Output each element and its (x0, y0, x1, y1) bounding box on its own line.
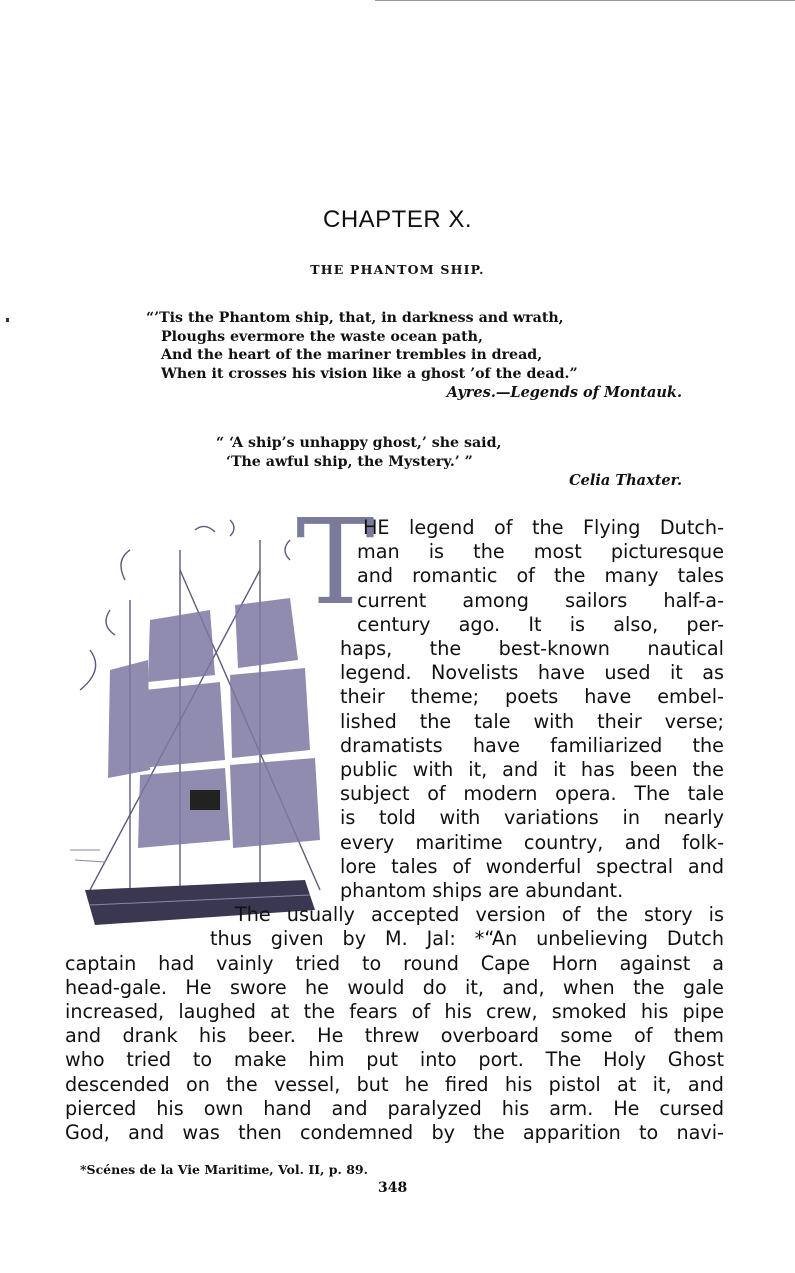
epigraph-2-attribution: Celia Thaxter. (569, 472, 682, 489)
body-line: phantom ships are abundant. (340, 879, 624, 902)
chapter-title: CHAPTER X. (322, 206, 473, 233)
chapter-subtitle: THE PHANTOM SHIP. (310, 262, 485, 277)
body-line: captain had vainly tried to round Cape Horn against a (65, 952, 724, 975)
epigraph-1-line: And the heart of the mariner trembles in dread, (161, 347, 543, 363)
body-line: current among sailors half-a- (357, 589, 724, 612)
body-line: public with it, and it has been the (340, 758, 724, 781)
epigraph-1-line: When it crosses his vision like a ghost ’of the dead.” (161, 366, 578, 382)
drop-cap: T (296, 493, 375, 631)
body-line: increased, laughed at the fears of his crew, smoked his pipe (65, 1000, 724, 1023)
body-line: God, and was then condemned by the apparition to navi- (65, 1121, 724, 1144)
body-line: man is the most picturesque (357, 540, 724, 563)
body-line: head-gale. He swore he would do it, and, when the gale (65, 976, 724, 999)
body-line: and romantic of the many tales (357, 564, 724, 587)
scan-speck (6, 318, 9, 322)
body-line: HE legend of the Flying Dutch- (363, 516, 724, 539)
body-line: who tried to make him put into port. The Holy Ghost (65, 1048, 724, 1071)
body-line: haps, the best-known nautical (340, 637, 724, 660)
epigraph-1-line: Ploughs evermore the waste ocean path, (161, 329, 483, 345)
body-line: is told with variations in nearly (340, 806, 724, 829)
body-line: lore tales of wonderful spectral and (340, 855, 724, 878)
epigraph-2-line: ‘The awful ship, the Mystery.’ ” (226, 454, 473, 470)
body-line: every maritime country, and folk- (340, 831, 724, 854)
footnote: *Scénes de la Vie Maritime, Vol. II, p. 89. (80, 1162, 368, 1177)
body-line: subject of modern opera. The tale (340, 782, 724, 805)
body-line: pierced his own hand and paralyzed his arm. He cursed (65, 1097, 724, 1120)
body-line: their theme; poets have embel- (340, 685, 724, 708)
body-line: thus given by M. Jal: *“An unbelieving Dutch (210, 927, 724, 950)
body-line: The usually accepted version of the story is (235, 903, 724, 926)
epigraph-1-attribution: Ayres.—Legends of Montauk. (446, 384, 682, 401)
body-line: descended on the vessel, but he fired his pistol at it, and (65, 1073, 724, 1096)
page-number: 348 (378, 1180, 408, 1196)
scan-edge-line (375, 0, 795, 1)
body-line: century ago. It is also, per- (357, 613, 724, 636)
body-line: dramatists have familiarized the (340, 734, 724, 757)
body-line: lished the tale with their verse; (340, 710, 724, 733)
body-line: legend. Novelists have used it as (340, 661, 724, 684)
body-line: and drank his beer. He threw overboard some of them (65, 1024, 724, 1047)
epigraph-2-line: “ ‘A ship’s unhappy ghost,’ she said, (216, 435, 502, 451)
epigraph-1-line: “’Tis the Phantom ship, that, in darkness and wrath, (146, 310, 564, 326)
